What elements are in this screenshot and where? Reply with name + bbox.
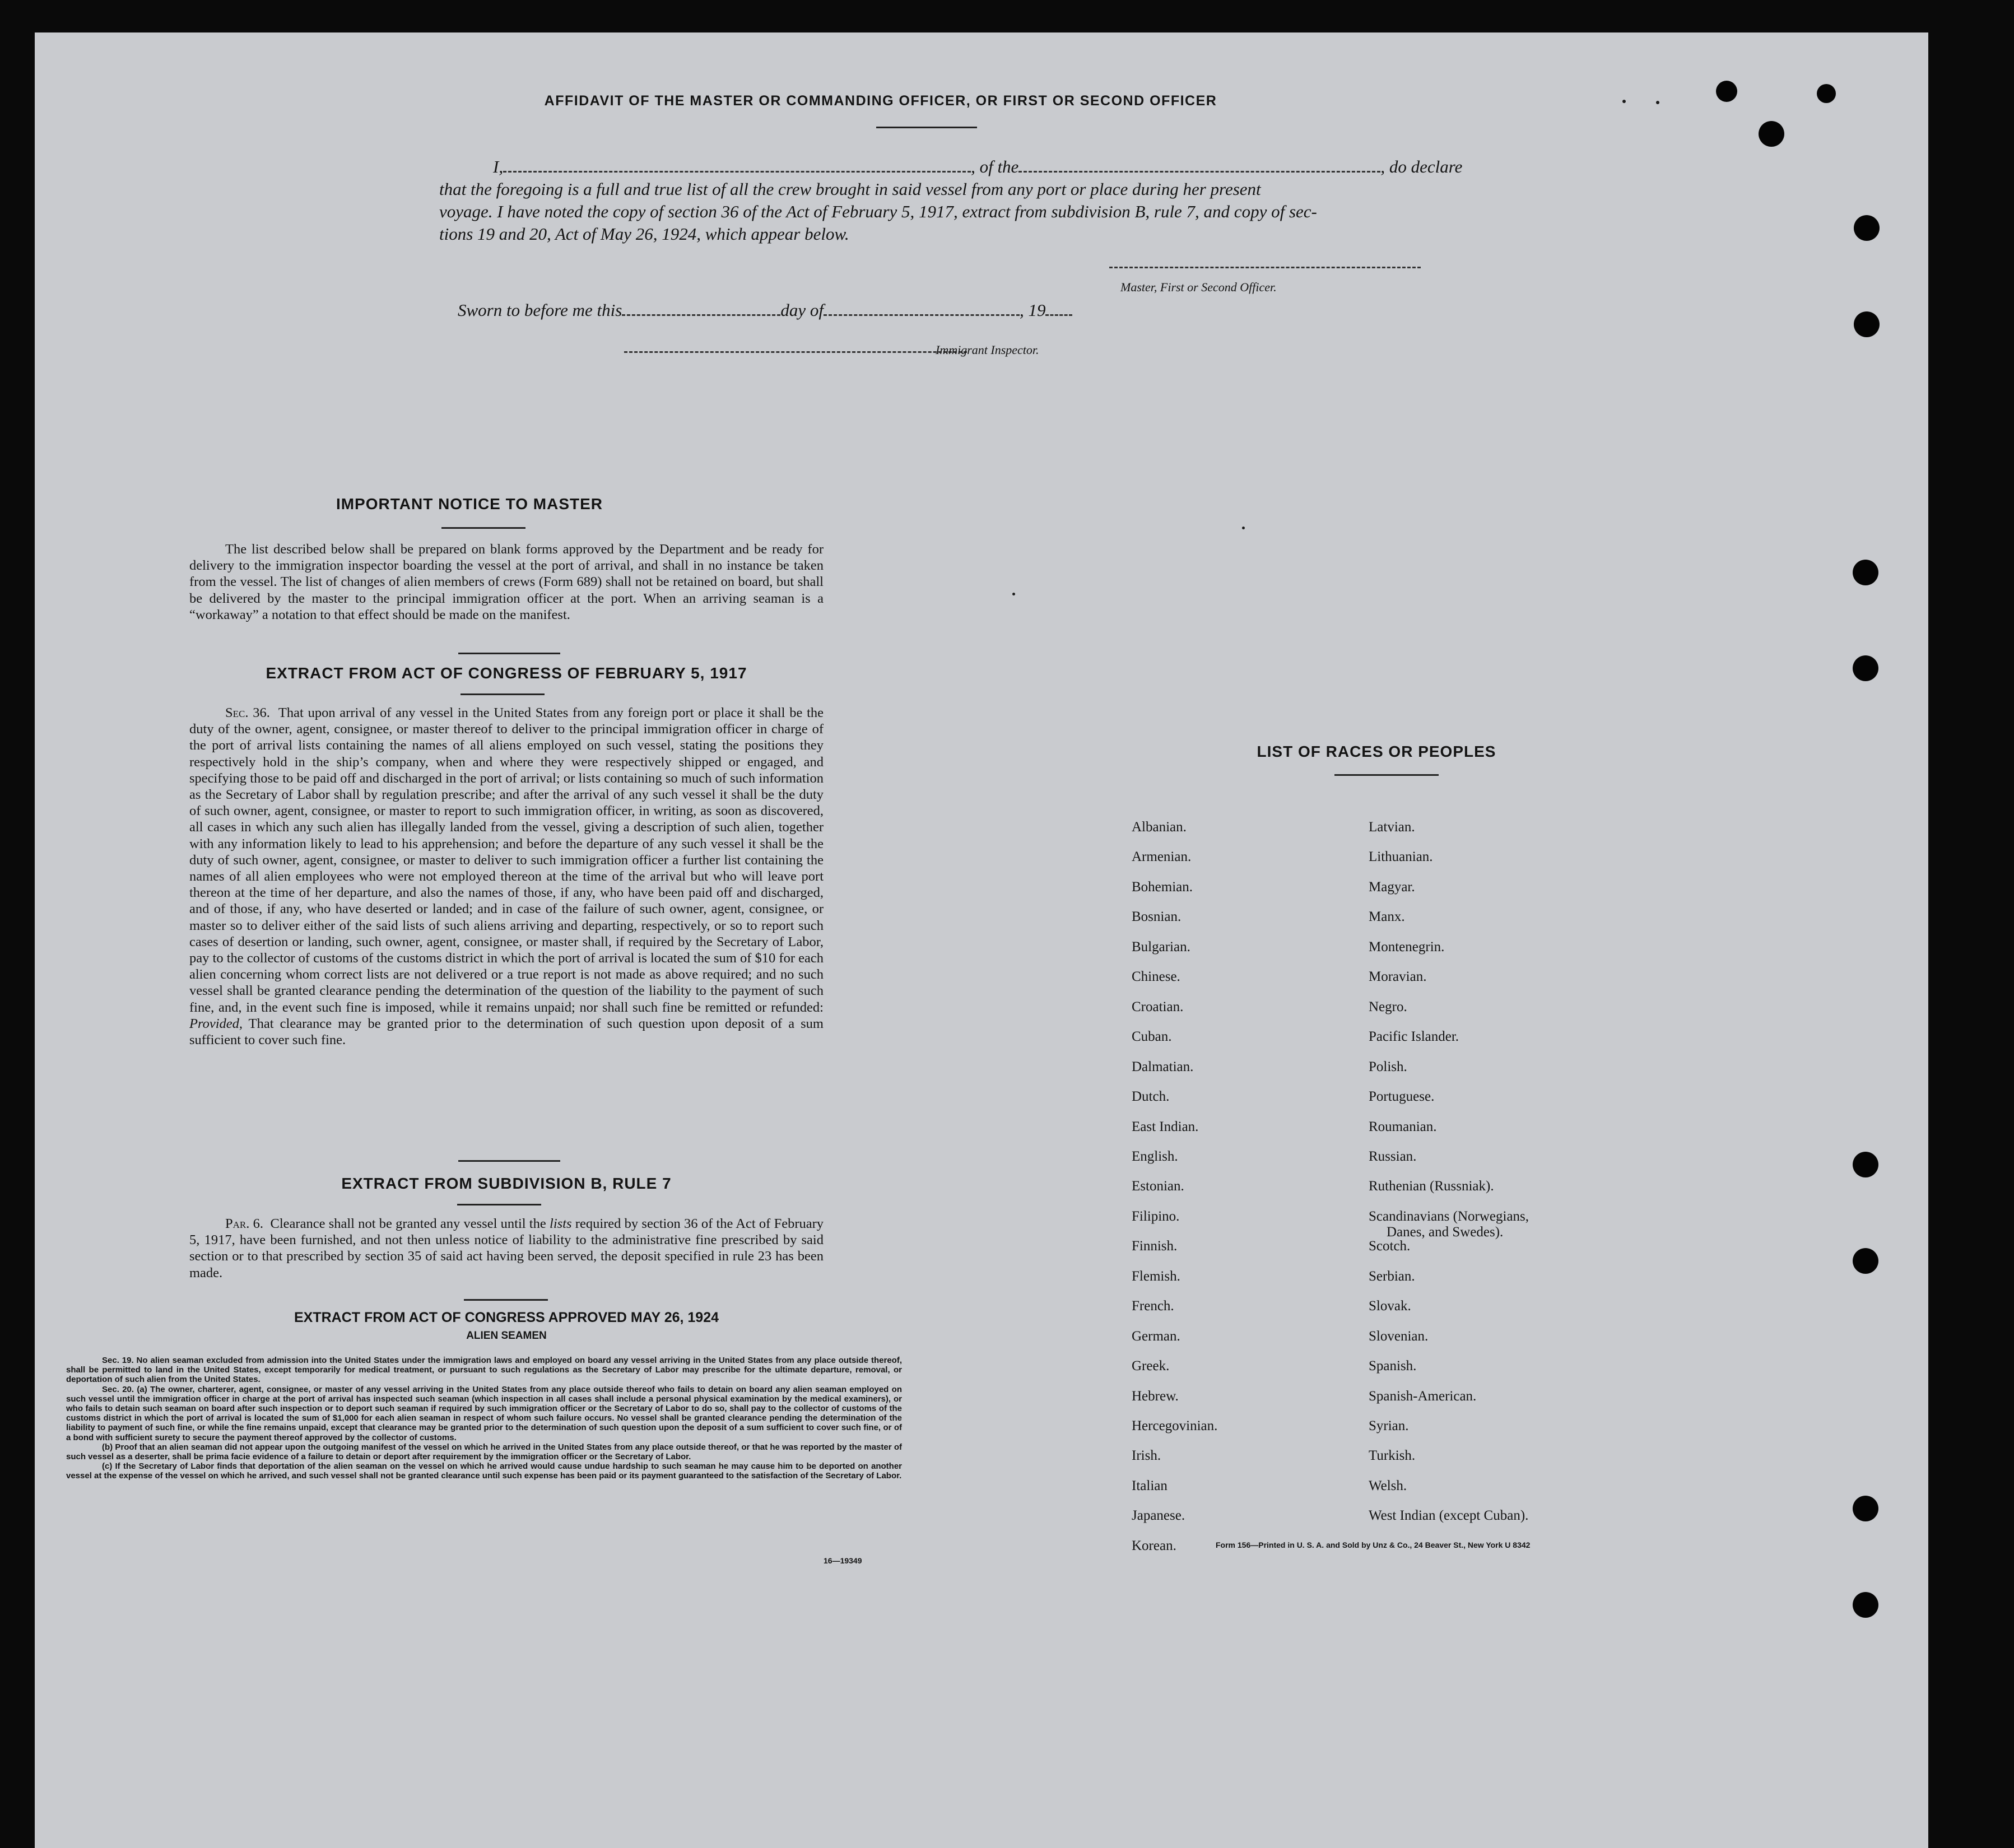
rule7-text bbox=[189, 1216, 824, 1281]
alien-seamen-subtitle: ALIEN SEAMEN bbox=[466, 1330, 547, 1342]
race-item: Scandinavians (Norwegians, bbox=[1369, 1208, 1529, 1224]
extract-1917-end-rule bbox=[458, 1160, 560, 1162]
master-signature-field[interactable] bbox=[1109, 267, 1421, 268]
races-title: LIST OF RACES OR PEOPLES bbox=[1257, 743, 1496, 760]
notice-text: The list described below shall be prepared on blank forms approved by the Department and be ready for delivery to the immigration inspector boarding the vessel at the port of arrival, and shall in no instance be taken from the vessel. The list of changes of alien members of crews (Form 689) shall not be retained on board, but shall be delivered by the master to the principal immigration officer at the port. When an arriving seaman is a “workaway” a notation to that effect should be made on the manifest. bbox=[189, 542, 824, 622]
sworn-year-prefix: , 19 bbox=[1019, 300, 1046, 320]
race-item: Estonian. bbox=[1132, 1179, 1184, 1194]
race-item: Lithuanian. bbox=[1369, 849, 1433, 865]
extract-1924-title: EXTRACT FROM ACT OF CONGRESS APPROVED MAY 26, 1924 bbox=[294, 1310, 719, 1325]
sec-36-end: That clearance may be granted prior to the determination of such question upon deposit of a sum sufficient to cover such fine. bbox=[189, 1016, 824, 1048]
sec-36-label: Sec. 36. bbox=[225, 705, 270, 720]
race-item: Latvian. bbox=[1369, 820, 1415, 835]
lists-word: lists bbox=[550, 1216, 572, 1231]
declarant-name-field[interactable] bbox=[503, 157, 971, 173]
race-item: Bulgarian. bbox=[1132, 939, 1190, 955]
race-item: Welsh. bbox=[1369, 1478, 1407, 1493]
race-item: English. bbox=[1132, 1148, 1178, 1164]
race-item: Flemish. bbox=[1132, 1268, 1180, 1284]
race-item: Finnish. bbox=[1132, 1239, 1178, 1254]
binder-hole bbox=[1853, 560, 1878, 585]
race-item: Spanish. bbox=[1369, 1358, 1417, 1374]
affidavit-line-4: tions 19 and 20, Act of May 26, 1924, which appear below. bbox=[439, 224, 849, 244]
race-item: Manx. bbox=[1369, 909, 1405, 925]
declarant-prefix: I, bbox=[493, 157, 504, 176]
race-item: Bohemian. bbox=[1132, 879, 1193, 895]
print-code: 16—19349 bbox=[824, 1556, 862, 1565]
race-item: Armenian. bbox=[1132, 849, 1192, 865]
notice-title: IMPORTANT NOTICE TO MASTER bbox=[336, 495, 603, 513]
sec-20b-text: (b) Proof that an alien seaman did not appear upon the outgoing manifest of the vessel on which he arrived in the United States from any place outside thereof, or that he was reported by the master of such vessel as a deserter, shall be prima facie evidence of a failure to detain or deport after requirement by the immigration officer or the Secretary of Labor. bbox=[66, 1442, 902, 1462]
binder-hole bbox=[1853, 1592, 1878, 1618]
race-item: Albanian. bbox=[1132, 820, 1187, 835]
sworn-year-field[interactable] bbox=[1045, 301, 1072, 316]
binder-hole bbox=[1853, 1152, 1878, 1177]
race-item: Slovenian. bbox=[1369, 1328, 1429, 1344]
race-item: Negro. bbox=[1369, 999, 1407, 1014]
inspector-caption: Immigrant Inspector. bbox=[936, 343, 1039, 357]
vessel-name-field[interactable] bbox=[1018, 157, 1380, 173]
binder-hole bbox=[1716, 81, 1737, 102]
race-item: Turkish. bbox=[1369, 1448, 1416, 1464]
binder-hole bbox=[1853, 1496, 1878, 1521]
provided-word: Provided, bbox=[189, 1016, 243, 1031]
sworn-line bbox=[458, 300, 1509, 320]
affidavit-line-2: that the foregoing is a full and true list of all the crew brought in said vessel from any port or place during her present bbox=[439, 179, 1261, 199]
race-item: Greek. bbox=[1132, 1358, 1170, 1374]
race-item: Japanese. bbox=[1132, 1508, 1185, 1524]
declare-text: , do declare bbox=[1380, 157, 1463, 176]
sec-19-text: Sec. 19. No alien seaman excluded from admission into the United States under the immigration laws and employed on board any vessel arriving in the United States from any place outside thereof, shall be permitted to land in the United States, except temporarily for medical treatment, or pursuant to such regulations as the Secretary of Labor may prescribe for the ultimate departure, removal, or deportation of such alien from the United States. bbox=[66, 1356, 902, 1385]
race-item: Pacific Islander. bbox=[1369, 1029, 1459, 1045]
sworn-day-field[interactable] bbox=[622, 301, 780, 316]
vessel-prefix: , of the bbox=[971, 157, 1019, 176]
race-item: Italian bbox=[1132, 1478, 1168, 1493]
binder-hole bbox=[1817, 84, 1836, 103]
form-footer: Form 156—Printed in U. S. A. and Sold by Unz & Co., 24 Beaver St., New York U 8342 bbox=[1216, 1540, 1531, 1549]
race-item: German. bbox=[1132, 1328, 1180, 1344]
par-6-label: Par. 6. bbox=[225, 1216, 263, 1231]
races-rule bbox=[1334, 774, 1439, 776]
title-rule bbox=[876, 127, 977, 128]
race-item: Cuban. bbox=[1132, 1029, 1172, 1045]
extract-1917-text bbox=[189, 705, 824, 1048]
par-6-text-a: Clearance shall not be granted any vessel until the bbox=[270, 1216, 546, 1231]
binder-hole bbox=[1853, 655, 1878, 681]
race-item: Bosnian. bbox=[1132, 909, 1182, 925]
binder-hole bbox=[1854, 215, 1880, 241]
race-item: Moravian. bbox=[1369, 969, 1427, 985]
affidavit-line-1 bbox=[439, 157, 1492, 177]
race-item: Roumanian. bbox=[1369, 1119, 1437, 1134]
race-item: West Indian (except Cuban). bbox=[1369, 1508, 1529, 1524]
sworn-prefix: Sworn to before me this bbox=[458, 300, 622, 320]
ink-speck bbox=[1242, 527, 1245, 529]
inspector-signature-field[interactable] bbox=[624, 351, 967, 353]
notice-rule bbox=[441, 527, 525, 529]
affidavit-title: AFFIDAVIT OF THE MASTER OR COMMANDING OFFICER, OR FIRST OR SECOND OFFICER bbox=[544, 93, 1217, 109]
extract-1917-title: EXTRACT FROM ACT OF CONGRESS OF FEBRUARY 5, 1917 bbox=[266, 664, 747, 682]
master-caption: Master, First or Second Officer. bbox=[1120, 280, 1277, 294]
race-item: French. bbox=[1132, 1298, 1174, 1314]
sec-20a-text: Sec. 20. (a) The owner, charterer, agent, consignee, or master of any vessel arriving in the United States from any place outside thereof who fails to detain on board any alien seaman employed on such vessel until the immigration officer in charge at the port of arrival has inspected such seaman (which inspection in all cases shall include a personal physical examination by the medical examiners), or who fails to detain such seaman on board after such inspection or to deport such seaman if required by such immigration officer or the Secretary of Labor to do so, shall pay to the collector of customs of the customs district in which the port of arrival is located the sum of $1,000 for each alien seaman in respect of whom such failure occurs. No vessel shall be granted clearance pending the determination of the liability to payment of such fine, or while the fine remains unpaid, except that clearance may be granted prior to the determination of such question upon the deposit of a sum sufficient to cover such fine, or of a bond with sufficient surety to secure the payment thereof approved by the collector of customs. bbox=[66, 1384, 902, 1442]
sworn-month-field[interactable] bbox=[824, 301, 1020, 316]
race-item: Danes, and Swedes). bbox=[1387, 1224, 1504, 1240]
extract-1917-rule bbox=[461, 693, 545, 695]
binder-hole bbox=[1853, 1248, 1878, 1274]
rule7-title: EXTRACT FROM SUBDIVISION B, RULE 7 bbox=[341, 1175, 672, 1192]
race-item: Russian. bbox=[1369, 1148, 1417, 1164]
notice-end-rule bbox=[458, 653, 560, 654]
race-item: Dalmatian. bbox=[1132, 1059, 1194, 1074]
sec-20c-text: (c) If the Secretary of Labor finds that deportation of the alien seaman on the vessel on which he arrived would cause undue hardship to such seaman he may cause him to be deported on another vessel at the expense of the vessel on which he arrived, and such vessel shall not be granted clearance until such expense has been paid or its payment guaranteed to the satisfaction of the Secretary of Labor. bbox=[66, 1461, 902, 1481]
race-item: Korean. bbox=[1132, 1538, 1176, 1553]
race-item: Ruthenian (Russniak). bbox=[1369, 1179, 1494, 1194]
race-item: Hercegovinian. bbox=[1132, 1418, 1218, 1433]
par-6-text-b: required by section 36 of the Act of February 5, 1917, have been furnished, and not then unless notice of liability to the administrative fine prescribed by said section or to that prescribed by section 35 of said act having been served, the deposit specified in rule 23 has been made. bbox=[189, 1216, 824, 1281]
affidavit-line-3: voyage. I have noted the copy of section 36 of the Act of February 5, 1917, extract from subdivision B, rule 7, and copy of sec- bbox=[439, 202, 1317, 221]
ink-speck bbox=[1622, 100, 1626, 103]
sec-36-body: That upon arrival of any vessel in the United States from any foreign port or place it shall be the duty of the owner, agent, consignee, or master thereof to deliver to the principal immigration officer in charge of the port of arrival lists containing the names of all aliens employed on such vessel, stating the positions they respectively hold in the ship’s company, when and where they were respectively shipped or engaged, and specifying those to be paid off and discharged in the port of arrival; or lists containing so much of such information as the Secretary of Labor shall by regulation prescribe; and after the arrival of any such vessel it shall be the duty of such owner, agent, consignee, or master to report to such immigration officer, in writing, as soon as discovered, all cases in which any such alien has illegally landed from the vessel, giving a description of such alien, together with any information likely to lead to his apprehension; and before the departure of any such vessel it shall be the duty of such owner, agent, consignee, or master to deliver to such immigration officer a further list containing the names of all alien employees who were not employed thereon at the time of the arrival but who will leave port thereon at the time of her departure, and also the names of those, if any, who have been paid off and discharged, and of those, if any, who have deserted or landed; and in case of the failure of such owner, agent, consignee, or master so to deliver either of the said lists of such aliens arriving and departing, respectively, or so to report such cases of desertion or landing, such owner, agent, consignee, or master shall, if required by the Secretary of Labor, pay to the collector of customs of the customs district in which the port of arrival is located the sum of $10 for each alien concerning whom correct lists are not delivered or a true report is not made as above required; and no such vessel shall be granted clearance pending the determination of the question of the liability to the payment of such fine, and, in the event such fine is imposed, while it remains unpaid; nor shall such fine be remitted or refunded: bbox=[189, 705, 824, 1015]
ink-speck bbox=[1012, 593, 1015, 595]
binder-hole bbox=[1759, 121, 1784, 147]
rule7-rule bbox=[457, 1204, 541, 1205]
binder-hole bbox=[1854, 311, 1880, 337]
race-item: Dutch. bbox=[1132, 1089, 1170, 1105]
race-item: Spanish-American. bbox=[1369, 1388, 1477, 1404]
race-item: Magyar. bbox=[1369, 879, 1415, 895]
sworn-day-of: day of bbox=[780, 300, 824, 320]
rule7-end-rule bbox=[464, 1299, 548, 1301]
race-item: Syrian. bbox=[1369, 1418, 1409, 1433]
ink-speck bbox=[1656, 101, 1659, 104]
race-item: Scotch. bbox=[1369, 1239, 1411, 1254]
race-item: Chinese. bbox=[1132, 969, 1180, 985]
race-item: East Indian. bbox=[1132, 1119, 1199, 1134]
race-item: Montenegrin. bbox=[1369, 939, 1445, 955]
race-item: Slovak. bbox=[1369, 1298, 1411, 1314]
race-item: Hebrew. bbox=[1132, 1388, 1179, 1404]
race-item: Filipino. bbox=[1132, 1208, 1180, 1224]
extract-1924-body bbox=[66, 1356, 902, 1481]
race-item: Polish. bbox=[1369, 1059, 1407, 1074]
race-item: Serbian. bbox=[1369, 1268, 1415, 1284]
race-item: Portuguese. bbox=[1369, 1089, 1435, 1105]
race-item: Croatian. bbox=[1132, 999, 1184, 1014]
form-sheet bbox=[35, 32, 1928, 1848]
race-item: Irish. bbox=[1132, 1448, 1161, 1464]
